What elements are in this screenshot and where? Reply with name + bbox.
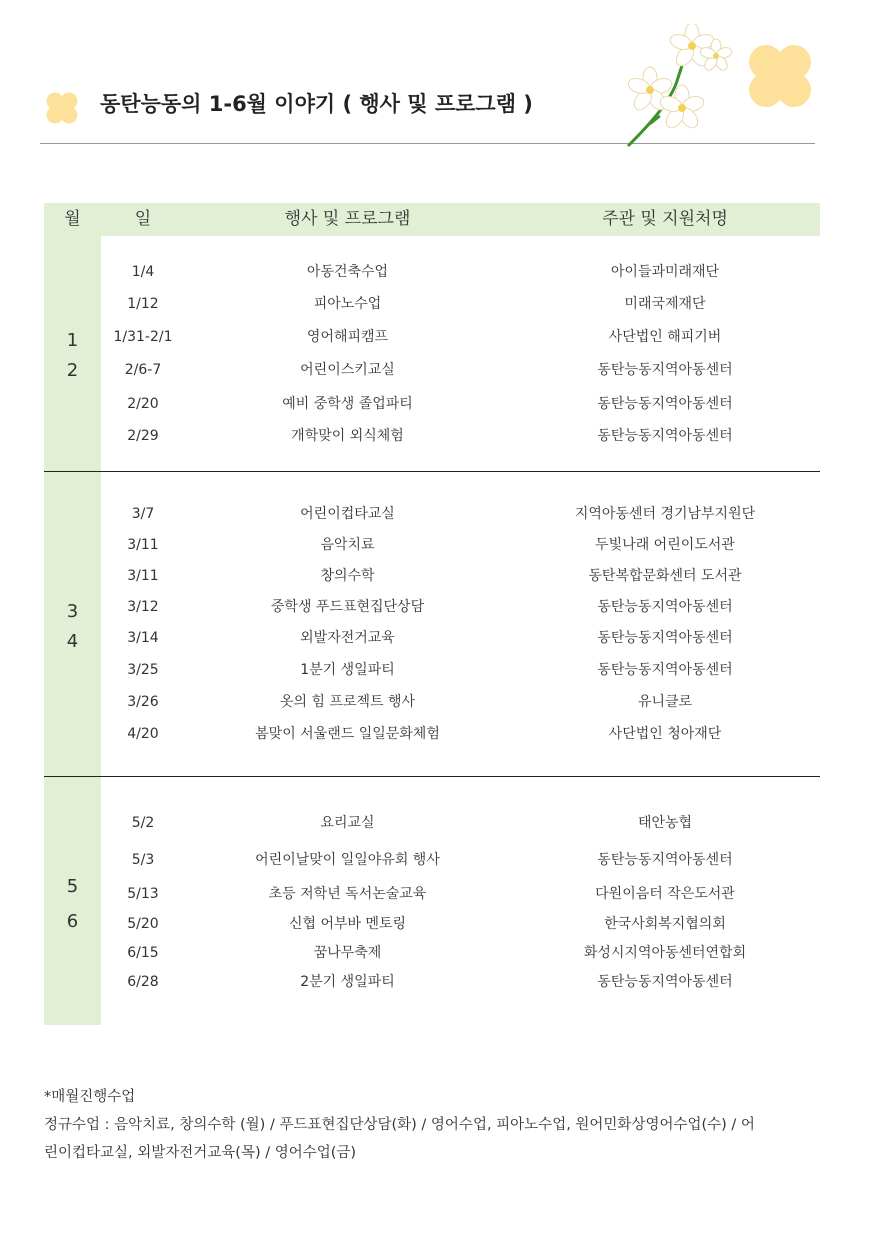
table-row xyxy=(101,811,820,835)
date-cell: 1/31-2/1 xyxy=(113,329,173,345)
date-cell: 5/13 xyxy=(127,886,159,902)
header-month: 월 xyxy=(64,209,81,229)
event-cell: 어린이컵타교실 xyxy=(300,506,395,522)
date-cell: 2/20 xyxy=(127,396,159,412)
header-day: 일 xyxy=(134,209,152,229)
month-cell xyxy=(44,777,101,1025)
date-cell: 1/12 xyxy=(127,296,159,312)
month-label-5: 5 xyxy=(66,876,79,897)
org-cell: 아이들과미래재단 xyxy=(610,264,720,280)
org-cell: 동탄능동지역아동센터 xyxy=(597,630,733,646)
table-row xyxy=(101,392,820,416)
table-header xyxy=(44,203,820,236)
notes-line: 린이컵타교실, 외발자전거교육(목) / 영어수업(금) xyxy=(44,1145,357,1161)
date-cell: 4/20 xyxy=(127,726,159,742)
date-cell: 3/14 xyxy=(127,630,159,646)
notes-line: 정규수업 : 음악치료, 창의수학 (월) / 푸드표현집단상담(화) / 영어수업, 피아노수업, 원어민화상영어수업(수) / 어 xyxy=(44,1117,755,1133)
date-cell: 6/28 xyxy=(127,974,159,990)
header-event: 행사 및 프로그램 xyxy=(284,209,411,229)
event-cell: 피아노수업 xyxy=(313,296,382,312)
month-group-3-4 xyxy=(44,472,820,776)
table-row xyxy=(101,502,820,526)
program-table xyxy=(44,203,820,990)
month-group-1-2 xyxy=(44,236,820,471)
event-cell: 초등 저학년 독서논술교육 xyxy=(268,886,427,902)
event-cell: 음악치료 xyxy=(320,537,375,553)
date-cell: 6/15 xyxy=(127,945,159,961)
event-cell: 개학맞이 외식체험 xyxy=(291,428,404,444)
org-cell: 동탄능동지역아동센터 xyxy=(597,396,733,412)
month-group-5-6 xyxy=(44,777,820,1025)
date-cell: 3/7 xyxy=(131,506,155,522)
event-cell: 1분기 생일파티 xyxy=(300,662,395,678)
org-cell: 화성시지역아동센터연합회 xyxy=(583,945,747,961)
org-cell: 태안농협 xyxy=(637,815,693,831)
table-row xyxy=(101,848,820,872)
event-cell: 봄맞이 서울랜드 일일문화체험 xyxy=(255,726,440,742)
table-row xyxy=(101,658,820,682)
org-cell: 한국사회복지협의회 xyxy=(604,916,726,932)
date-cell: 3/11 xyxy=(127,537,159,553)
table-row xyxy=(101,626,820,650)
table-row xyxy=(101,690,820,714)
org-cell: 사단법인 청아재단 xyxy=(608,726,722,742)
table-row xyxy=(101,564,820,588)
org-cell: 유니클로 xyxy=(637,694,693,710)
month-label-6: 6 xyxy=(66,911,79,932)
table-row xyxy=(101,882,820,906)
event-cell: 신협 어부바 멘토링 xyxy=(288,916,407,932)
table-row xyxy=(101,424,820,448)
event-cell: 창의수학 xyxy=(320,568,375,584)
month-cell xyxy=(44,472,101,776)
event-cell: 옷의 힘 프로젝트 행사 xyxy=(279,694,416,710)
date-cell: 3/12 xyxy=(127,599,159,615)
table-row xyxy=(101,533,820,557)
org-cell: 동탄능동지역아동센터 xyxy=(597,428,733,444)
flower-branch-icon xyxy=(620,24,735,149)
org-cell: 지역아동센터 경기남부지원단 xyxy=(574,506,756,522)
date-cell: 5/20 xyxy=(127,916,159,932)
month-label-4: 4 xyxy=(66,631,79,652)
page-title: 동탄능동의 1-6월 이야기 ( 행사 및 프로그램 ) xyxy=(100,92,533,116)
month-label-2: 2 xyxy=(66,360,79,381)
date-cell: 2/29 xyxy=(127,428,159,444)
clover-decoration-icon xyxy=(744,40,816,112)
table-row xyxy=(101,595,820,619)
clover-icon xyxy=(44,90,80,126)
org-cell: 사단법인 해피기버 xyxy=(608,329,722,345)
org-cell: 동탄능동지역아동센터 xyxy=(597,974,733,990)
org-cell: 동탄능동지역아동센터 xyxy=(597,362,733,378)
date-cell: 3/11 xyxy=(127,568,159,584)
event-cell: 외발자전거교육 xyxy=(300,630,395,646)
org-cell: 동탄복합문화센터 도서관 xyxy=(588,568,742,584)
table-row xyxy=(101,260,820,284)
org-cell: 다원이음터 작은도서관 xyxy=(595,886,735,902)
org-cell: 미래국제재단 xyxy=(624,296,706,312)
date-cell: 1/4 xyxy=(131,264,155,280)
date-cell: 3/26 xyxy=(127,694,159,710)
org-cell: 동탄능동지역아동센터 xyxy=(597,852,733,868)
month-label-3: 3 xyxy=(66,601,79,622)
month-label-1: 1 xyxy=(66,330,79,351)
date-cell: 3/25 xyxy=(127,662,159,678)
org-cell: 동탄능동지역아동센터 xyxy=(597,599,733,615)
month-cell xyxy=(44,236,101,471)
date-cell: 2/6-7 xyxy=(124,362,162,378)
notes-section xyxy=(44,1083,824,1167)
table-row xyxy=(101,292,820,316)
org-cell: 동탄능동지역아동센터 xyxy=(597,662,733,678)
header-org: 주관 및 지원처명 xyxy=(602,209,728,229)
table-row xyxy=(101,722,820,746)
date-cell: 5/2 xyxy=(131,815,155,831)
event-cell: 예비 중학생 졸업파티 xyxy=(282,396,413,412)
event-cell: 아동건축수업 xyxy=(306,264,389,280)
table-row xyxy=(101,358,820,382)
event-cell: 요리교실 xyxy=(320,815,375,831)
org-cell: 두빛나래 어린이도서관 xyxy=(595,537,735,553)
event-cell: 어린이스키교실 xyxy=(300,362,395,378)
table-row xyxy=(101,941,820,965)
event-cell: 중학생 푸드표현집단상담 xyxy=(270,599,425,615)
table-row xyxy=(101,912,820,936)
event-cell: 영어해피캠프 xyxy=(306,329,389,345)
table-row xyxy=(101,970,820,994)
table-row xyxy=(101,325,820,349)
event-cell: 꿈나무축제 xyxy=(313,945,382,961)
notes-heading: *매월진행수업 xyxy=(44,1089,136,1105)
event-cell: 어린이날맞이 일일야유회 행사 xyxy=(255,852,440,868)
event-cell: 2분기 생일파티 xyxy=(300,974,395,990)
date-cell: 5/3 xyxy=(131,852,155,868)
